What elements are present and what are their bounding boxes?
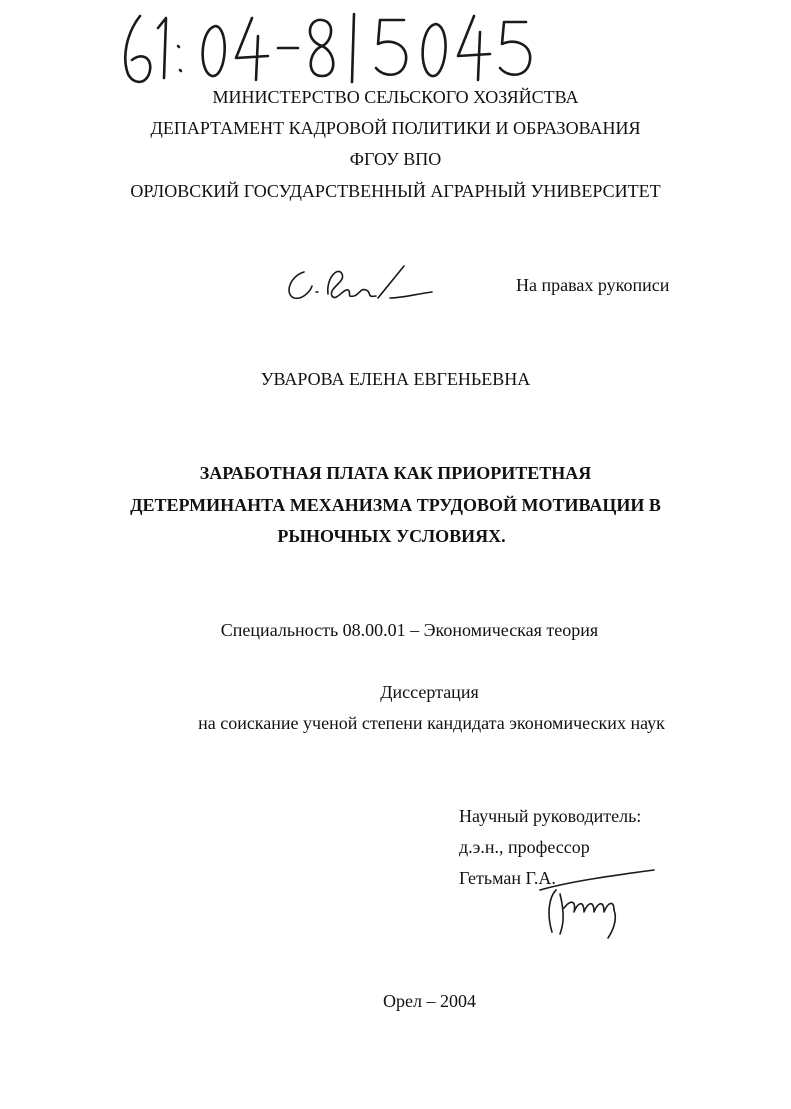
supervisor-name: Гетьман Г.А. (459, 868, 556, 888)
author-signature (282, 258, 442, 310)
degree-sought: на соискание ученой степени кандидата экономических наук (198, 713, 665, 733)
supervisor-label: Научный руководитель: (459, 806, 642, 826)
author-name: УВАРОВА ЕЛЕНА ЕВГЕНЬЕВНА (260, 369, 531, 389)
handwritten-catalog-number (118, 6, 538, 96)
dissertation-title-line: РЫНОЧНЫХ УСЛОВИЯХ. (277, 526, 506, 546)
institution-type: ФГОУ ВПО (349, 149, 442, 169)
manuscript-rights-note: На правах рукописи (516, 275, 670, 295)
supervisor-degree: д.э.н., профессор (459, 837, 590, 857)
department-name: ДЕПАРТАМЕНТ КАДРОВОЙ ПОЛИТИКИ И ОБРАЗОВАНИЯ (150, 118, 641, 138)
dissertation-title-line: ДЕТЕРМИНАНТА МЕХАНИЗМА ТРУДОВОЙ МОТИВАЦИИ В (130, 495, 661, 515)
specialty: Специальность 08.00.01 – Экономическая теория (220, 620, 599, 640)
university-name: ОРЛОВСКИЙ ГОСУДАРСТВЕННЫЙ АГРАРНЫЙ УНИВЕРСИТЕТ (130, 181, 661, 201)
supervisor-signature (538, 868, 658, 940)
ministry-name: МИНИСТЕРСТВО СЕЛЬСКОГО ХОЗЯЙСТВА (212, 87, 579, 107)
dissertation-title-line: ЗАРАБОТНАЯ ПЛАТА КАК ПРИОРИТЕТНАЯ (199, 463, 592, 483)
place-and-year: Орел – 2004 (383, 991, 476, 1011)
document-type: Диссертация (380, 682, 479, 702)
